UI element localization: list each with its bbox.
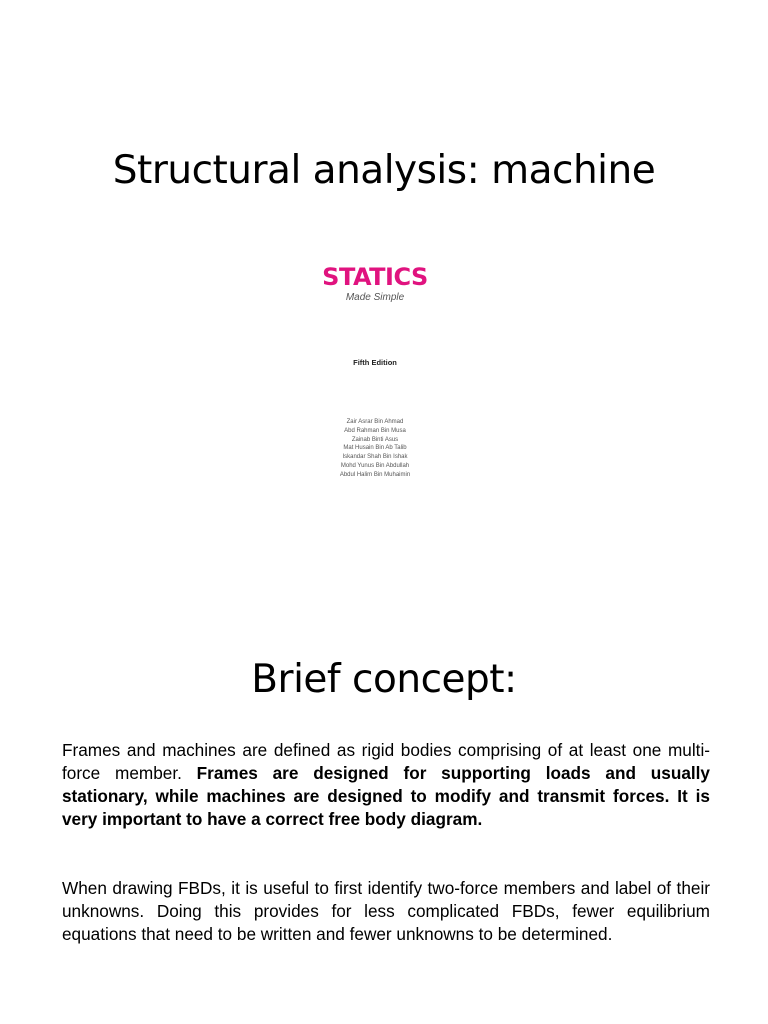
concept-paragraph bbox=[62, 739, 710, 831]
book-authors bbox=[300, 418, 450, 480]
fbd-paragraph: When drawing FBDs, it is useful to first identify two-force members and label of their unknowns. Doing this provides for less complicated FBDs, fewer equilibrium equations that need to be written and fewer unknowns to be determined. bbox=[62, 878, 710, 944]
slide-title: Structural analysis: machine bbox=[112, 148, 656, 193]
author-name: Abd Rahman Bin Musa bbox=[344, 427, 406, 434]
book-edition: Fifth Edition bbox=[353, 358, 397, 367]
author-name: Mat Husain Bin Ab Talib bbox=[343, 445, 407, 452]
book-title: STATICS bbox=[322, 263, 428, 291]
author-name: Iskandar Shah Bin Ishak bbox=[342, 454, 408, 461]
paragraph-text: Frames and machines are defined as rigid bodies comprising of at least one multi-force member. bbox=[62, 740, 710, 783]
author-name: Zair Asrar Bin Ahmad bbox=[346, 419, 404, 425]
author-name: Zainab Binti Asus bbox=[351, 436, 399, 443]
book-subtitle: Made Simple bbox=[345, 292, 405, 303]
author-name: Abdul Halim Bin Muhaimin bbox=[339, 471, 411, 478]
author-name: Mohd Yunus Bin Abdullah bbox=[340, 462, 410, 469]
book-cover bbox=[300, 262, 450, 480]
section-heading: Brief concept: bbox=[251, 657, 517, 702]
paragraph-bold-text: Frames are designed for supporting loads and usually stationary, while machines are designed to modify and transmit forces. It is very important to have a correct free body diagram. bbox=[62, 763, 710, 829]
